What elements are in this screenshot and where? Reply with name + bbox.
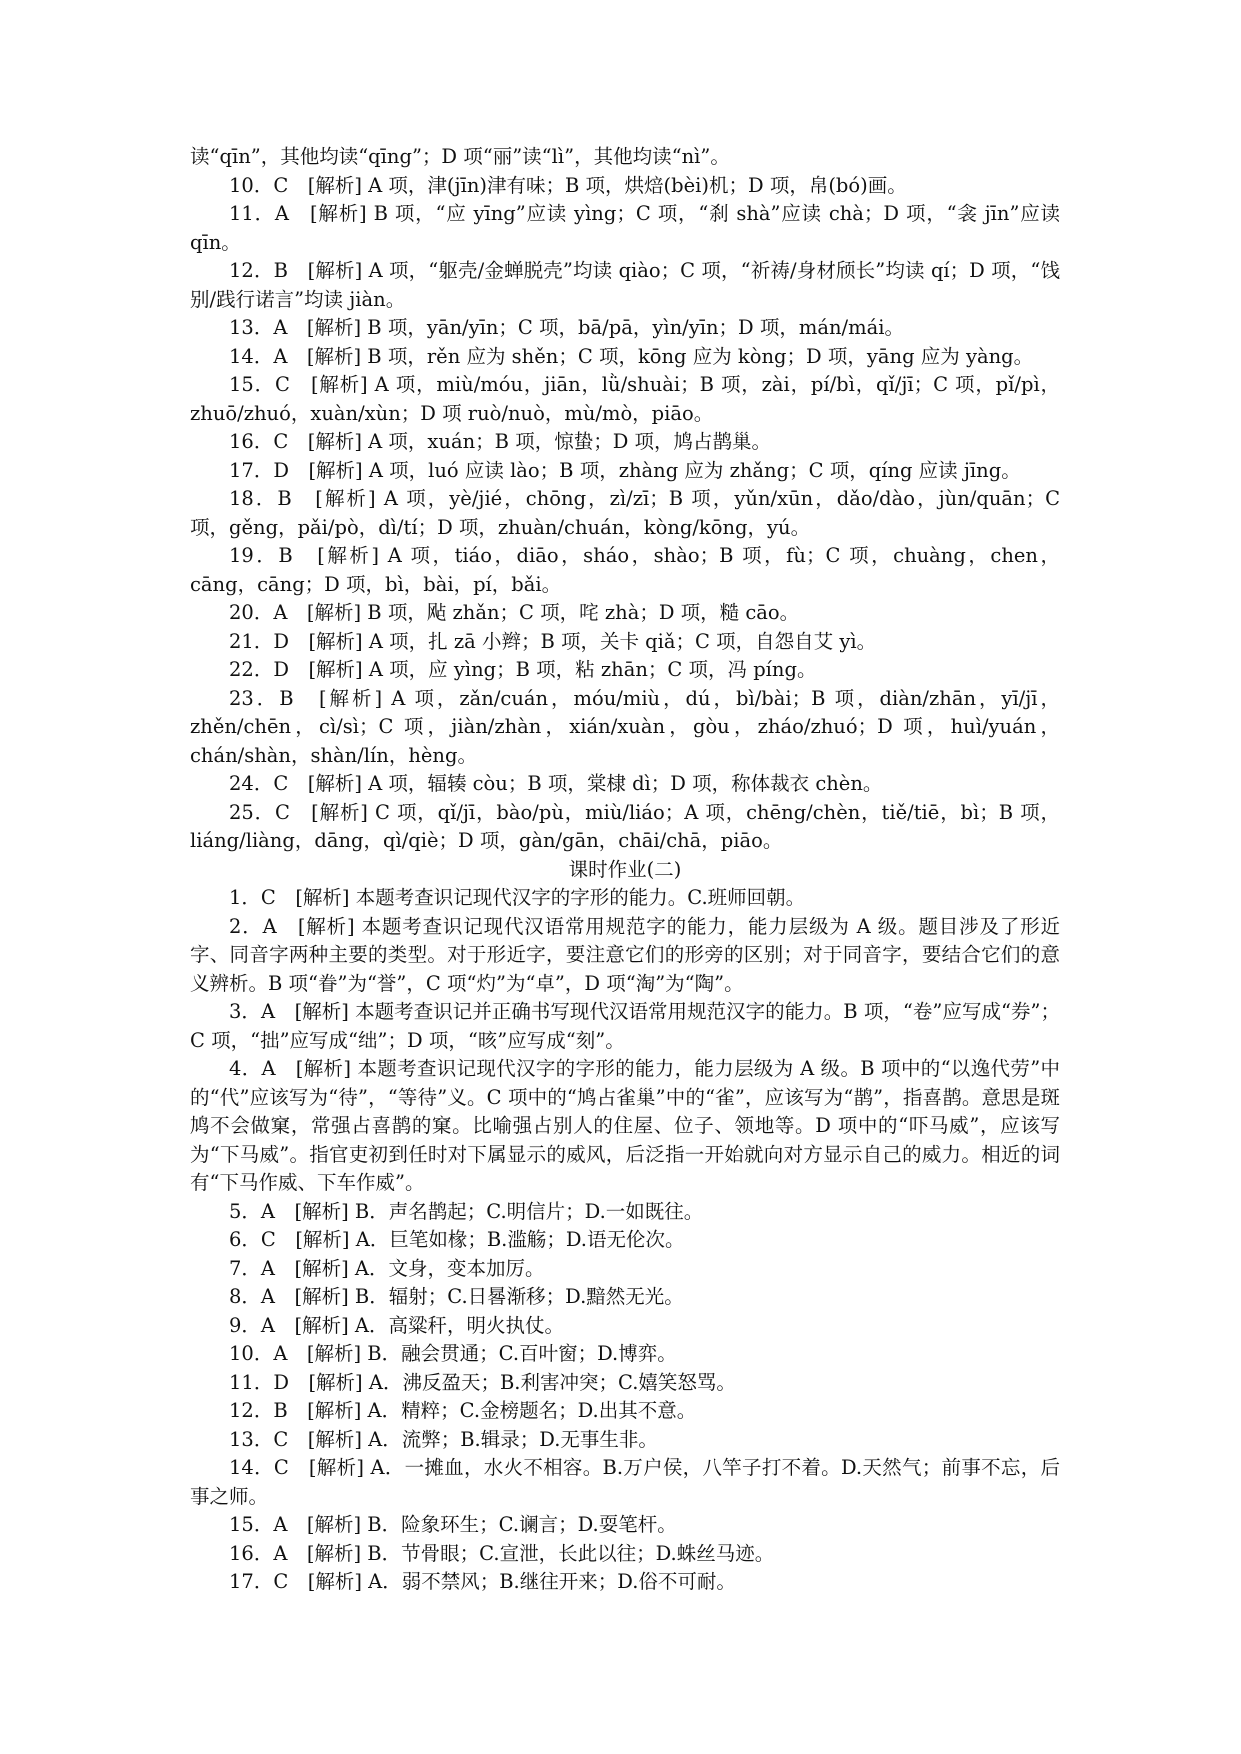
answer-item-13: 13．A [解析] B 项，yān/yīn；C 项，bā/pā，yìn/yīn；D 项，mán/mái。 [229,316,904,339]
answer-item-12: 12．B [解析] A 项，“躯壳/金蝉脱壳”均读 qiào；C 项，“祈祷/身材颀长”均读 qí；D 项，“饯别/践行诺言”均读 jiàn。 [190,259,1060,311]
answer-item-25: 25．C [解析] C 项，qǐ/jī，bào/pù，miù/liáo；A 项，chēng/chèn，tiě/tiē，bì；B 项，liáng/liàng，dāng，qì/qiè；D 项，gàn/gān，chāi/chā，piāo。 [190,800,1060,852]
answer-item-11: 11．A [解析] B 项，“应 yīng”应读 yìng；C 项，“刹 shà”应读 chà；D 项，“衾 jīn”应读 qīn。 [190,202,1060,254]
answer-item-14-b: 14．C [解析] A．一摊血，水火不相容。B.万户侯，八竿子打不着。D.天然气；前事不忘，后事之师。 [190,1456,1060,1508]
answer-item-8: 8．A [解析] B．辐射；C.日晷渐移；D.黯然无光。 [229,1285,684,1308]
answer-item-17-b: 17．C [解析] A．弱不禁风；B.继往开来；D.俗不可耐。 [229,1570,736,1593]
answer-item-1: 1．C [解析] 本题考查识记现代汉字的字形的能力。C.班师回朝。 [229,886,806,909]
section-1 [190,143,1060,856]
answer-item-24: 24．C [解析] A 项，辐辏 còu；B 项，棠棣 dì；D 项，称体裁衣 chèn。 [229,772,883,795]
answer-item-19: 19．B [解析] A 项，tiáo，diāo，sháo，shào；B 项，fù；C 项，chuàng，chen，cāng，cāng；D 项，bì，bài，pí，bǎi。 [190,544,1060,596]
answer-item-22: 22．D [解析] A 项，应 yìng；B 项，粘 zhān；C 项，冯 píng。 [229,658,817,681]
answer-item-14: 14．A [解析] B 项，rěn 应为 shěn；C 项，kōng 应为 kòng；D 项，yāng 应为 yàng。 [229,344,1034,368]
continued-text: 读“qīn”，其他均读“qīng”；D 项“丽”读“lì”，其他均读“nì”。 [190,145,730,168]
answer-item-6: 6．C [解析] A．巨笔如椽；B.滥觞；D.语无伦次。 [229,1228,685,1251]
answer-item-12-b: 12．B [解析] A．精粹；C.金榜题名；D.出其不意。 [229,1399,697,1422]
answer-item-18: 18．B [解析] A 项，yè/jié，chōng，zì/zī；B 项，yǔn/xūn，dǎo/dào，jùn/quān；C 项，gěng，pǎi/pò，dì/tí；D 项，zhuàn/chuán，kòng/kōng，yú。 [190,487,1060,539]
answer-item-16-b: 16．A [解析] B．节骨眼；C.宣泄，长此以往；D.蛛丝马迹。 [229,1541,775,1565]
answer-item-13-b: 13．C [解析] A．流弊；B.辑录；D.无事生非。 [229,1427,658,1451]
answer-item-10: 10．C [解析] A 项，津(jīn)津有味；B 项，烘焙(bèi)机；D 项，帛(bó)画。 [229,173,907,197]
section-2 [190,856,1060,1597]
answer-item-15: 15．C [解析] A 项，miù/móu，jiān，lǜ/shuài；B 项，zài，pí/bì，qǐ/jī；C 项，pǐ/pì，zhuō/zhuó，xuàn/xùn；D 项 ruò/nuò，mù/mò，piāo。 [190,373,1060,425]
answer-item-15-b: 15．A [解析] B．险象环生；C.谰言；D.耍笔杆。 [229,1513,677,1536]
answer-item-3: 3．A [解析] 本题考查识记并正确书写现代汉语常用规范汉字的能力。B 项，“卷”应写成“券”；C 项，“拙”应写成“绌”；D 项，“晐”应写成“刻”。 [190,1000,1060,1052]
answer-item-7: 7．A [解析] A．文身，变本加厉。 [229,1256,545,1280]
section-title: 课时作业(二) [568,857,682,881]
answer-item-17: 17．D [解析] A 项，luó 应读 lào；B 项，zhàng 应为 zhǎng；C 项，qíng 应读 jīng。 [229,458,1021,482]
answer-item-5: 5．A [解析] B．声名鹊起；C.明信片；D.一如既往。 [229,1199,704,1223]
answer-item-4: 4．A [解析] 本题考查识记现代汉字的字形的能力，能力层级为 A 级。B 项中的“以逸代劳”中的“代”应该写为“待”，“等待”义。C 项中的“鸠占雀巢”中的“雀”，应该写为“鹊”，指喜鹊。意思是斑鸠不会做窠，常强占喜鹊的窠。比喻强占别人的住屋、位子、领地等。D 项中的“吓马威”，应该写为“下马威”。指官吏初到任时对下属显示的威风，后泛指一开始就向对方显示自己的威力。相近的词有“下马作威、下车作威”。 [190,1057,1060,1194]
answer-item-11-b: 11．D [解析] A．沸反盈天；B.利害冲突；C.嬉笑怒骂。 [229,1370,736,1394]
answer-item-9: 9．A [解析] A．高粱秆，明火执仗。 [229,1313,564,1337]
answer-item-21: 21．D [解析] A 项，扎 zā 小辫；B 项，关卡 qiǎ；C 项，自怨自艾 yì。 [229,629,877,653]
answer-item-23: 23．B [解析] A 项，zǎn/cuán，móu/miù，dú，bì/bài；B 项，diàn/zhān，yī/jī，zhěn/chēn，cì/sì；C 项，jiàn/zhàn，xián/xuàn，gòu，zháo/zhuó；D 项，huì/yuán，chán/shàn，shàn/lín，hèng。 [190,686,1060,767]
answer-item-16: 16．C [解析] A 项，xuán；B 项，惊蛰；D 项，鸠占鹊巢。 [229,430,772,453]
answer-document [190,143,1060,1597]
answer-item-2: 2．A [解析] 本题考查识记现代汉语常用规范字的能力，能力层级为 A 级。题目涉及了形近字、同音字两种主要的类型。对于形近字，要注意它们的形旁的区别；对于同音字，要结合它们的意义辨析。B 项“眷”为“誉”，C 项“灼”为“卓”，D 项“淘”为“陶”。 [190,914,1060,995]
answer-item-10-b: 10．A [解析] B．融会贯通；C.百叶窗；D.博弈。 [229,1342,677,1365]
answer-item-20: 20．A [解析] B 项，飐 zhǎn；C 项，咤 zhà；D 项，糙 cāo。 [229,601,800,624]
